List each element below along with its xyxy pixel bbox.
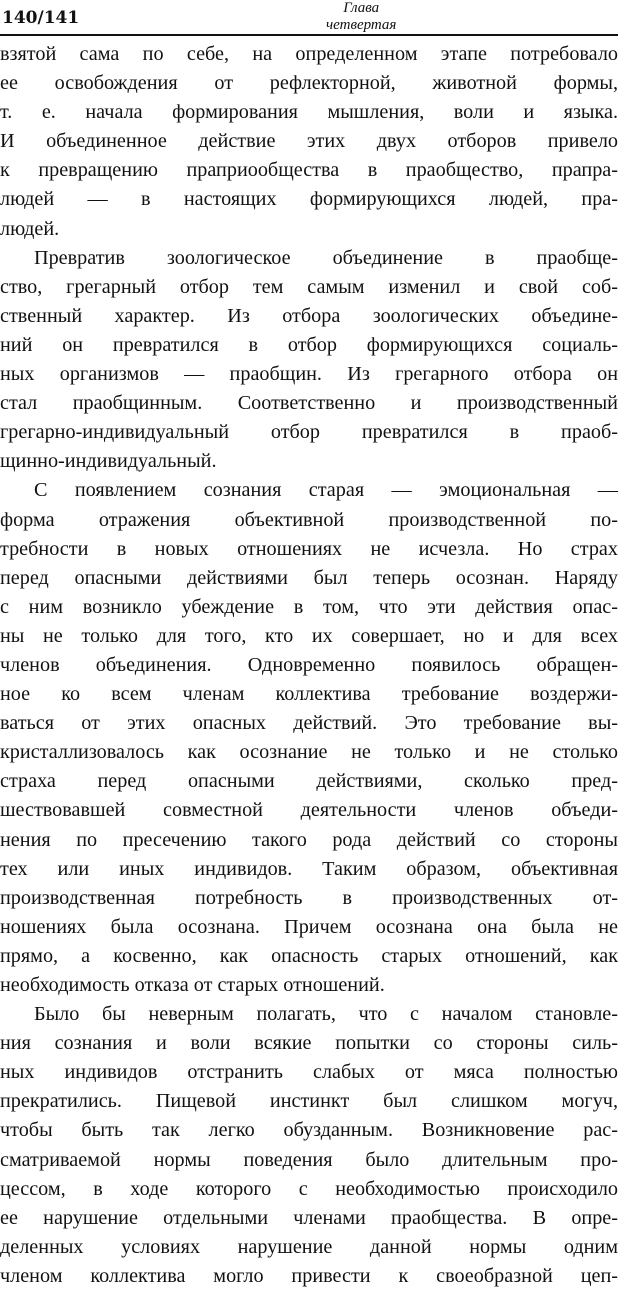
paragraph — [0, 476, 618, 1000]
text-line: необходимость отказа от старых отношений. — [0, 974, 385, 996]
text-line: С появлением сознания старая — эмоциональная — — [34, 479, 618, 502]
paragraph — [0, 40, 618, 244]
text-line: членом коллектива могло привести к своеобразной цеп- — [0, 1264, 618, 1287]
text-line: ство, грегарный отбор тем самым изменил и свой соб- — [0, 275, 618, 298]
running-header — [0, 0, 620, 40]
text-line: производственная потребность в производственных от- — [0, 886, 618, 909]
text-line: требности в новых отношениях не исчезла. Но страх — [0, 537, 618, 560]
text-line: цессом, в ходе которого с необходимостью происходило — [0, 1177, 618, 1200]
text-line: Было бы неверным полагать, что с началом становле- — [34, 1003, 618, 1026]
text-line: стал праобщинным. Соответственно и производственный — [0, 392, 618, 415]
paragraph — [0, 1000, 618, 1291]
text-line: ния сознания и воли всякие попытки со стороны силь- — [0, 1032, 618, 1055]
text-line: ваться от этих опасных действий. Это требование вы- — [0, 712, 618, 735]
text-line: нения по пресечению такого рода действий со стороны — [0, 828, 618, 851]
text-line: И объединенное действие этих двух отборов привело — [0, 130, 618, 153]
text-line: прямо, а косвенно, как опасность старых отношений, как — [0, 944, 618, 967]
text-line: ее нарушение отдельными членами праобщества. В опре- — [0, 1206, 618, 1229]
text-line: ее освобождения от рефлекторной, животной формы, — [0, 72, 618, 95]
text-line: грегарно-индивидуальный отбор превратился в праоб- — [0, 421, 618, 444]
text-line: кристаллизовалось как осознание не только и не столько — [0, 741, 618, 764]
text-line: ний он превратился в отбор формирующихся социаль- — [0, 333, 618, 356]
text-line: ное ко всем членам коллектива требование воздержи- — [0, 683, 618, 706]
text-line: с ним возникло убеждение в том, что эти действия опас- — [0, 595, 618, 618]
text-line: взятой сама по себе, на определенном этапе потребовало — [0, 43, 618, 65]
paragraph — [0, 244, 618, 477]
text-line: членов объединения. Одновременно появилось обращен- — [0, 653, 618, 676]
text-line: ных индивидов отстранить слабых от мяса полностью — [0, 1061, 618, 1084]
text-line: шествовавшей совместной деятельности членов объеди- — [0, 799, 618, 822]
text-line: щинно-индивидуальный. — [0, 450, 217, 473]
page-number: 140/141 — [2, 8, 80, 28]
text-line: ны не только для того, кто их совершает, но и для всех — [0, 624, 618, 647]
chapter-title — [326, 0, 396, 34]
text-line: ношениях была осознана. Причем осознана она была не — [0, 915, 618, 938]
chapter-number: четвертая — [326, 17, 397, 33]
text-line: чтобы быть так легко обузданным. Возникновение рас- — [0, 1119, 618, 1142]
text-line: сматриваемой нормы поведения было длительным про- — [0, 1148, 618, 1171]
chapter-label: Глава — [343, 0, 380, 16]
text-line: ственный характер. Из отбора зоологических объедине- — [0, 304, 618, 327]
text-line: ных организмов — праобщин. Из грегарного отбора он — [0, 363, 618, 386]
text-line: к превращению праприообщества в праобщество, прапра- — [0, 159, 618, 182]
text-line: т. е. начала формирования мышления, воли и языка. — [0, 101, 618, 124]
text-line: страха перед опасными действиями, сколько пред- — [0, 770, 618, 793]
text-line: деленных условиях нарушение данной нормы одним — [0, 1235, 618, 1258]
text-line: людей. — [0, 217, 60, 240]
body-text — [0, 40, 618, 1291]
text-line: тех или иных индивидов. Таким образом, объективная — [0, 857, 618, 880]
text-line: перед опасными действиями был теперь осознан. Наряду — [0, 566, 618, 589]
text-line: людей — в настоящих формирующихся людей, пра- — [0, 188, 618, 211]
text-line: прекратились. Пищевой инстинкт был слишком могуч, — [0, 1090, 618, 1113]
header-rule — [0, 34, 618, 36]
text-line: Превратив зоологическое объединение в праобще- — [34, 246, 618, 269]
text-line: форма отражения объективной производственной по- — [0, 508, 618, 531]
